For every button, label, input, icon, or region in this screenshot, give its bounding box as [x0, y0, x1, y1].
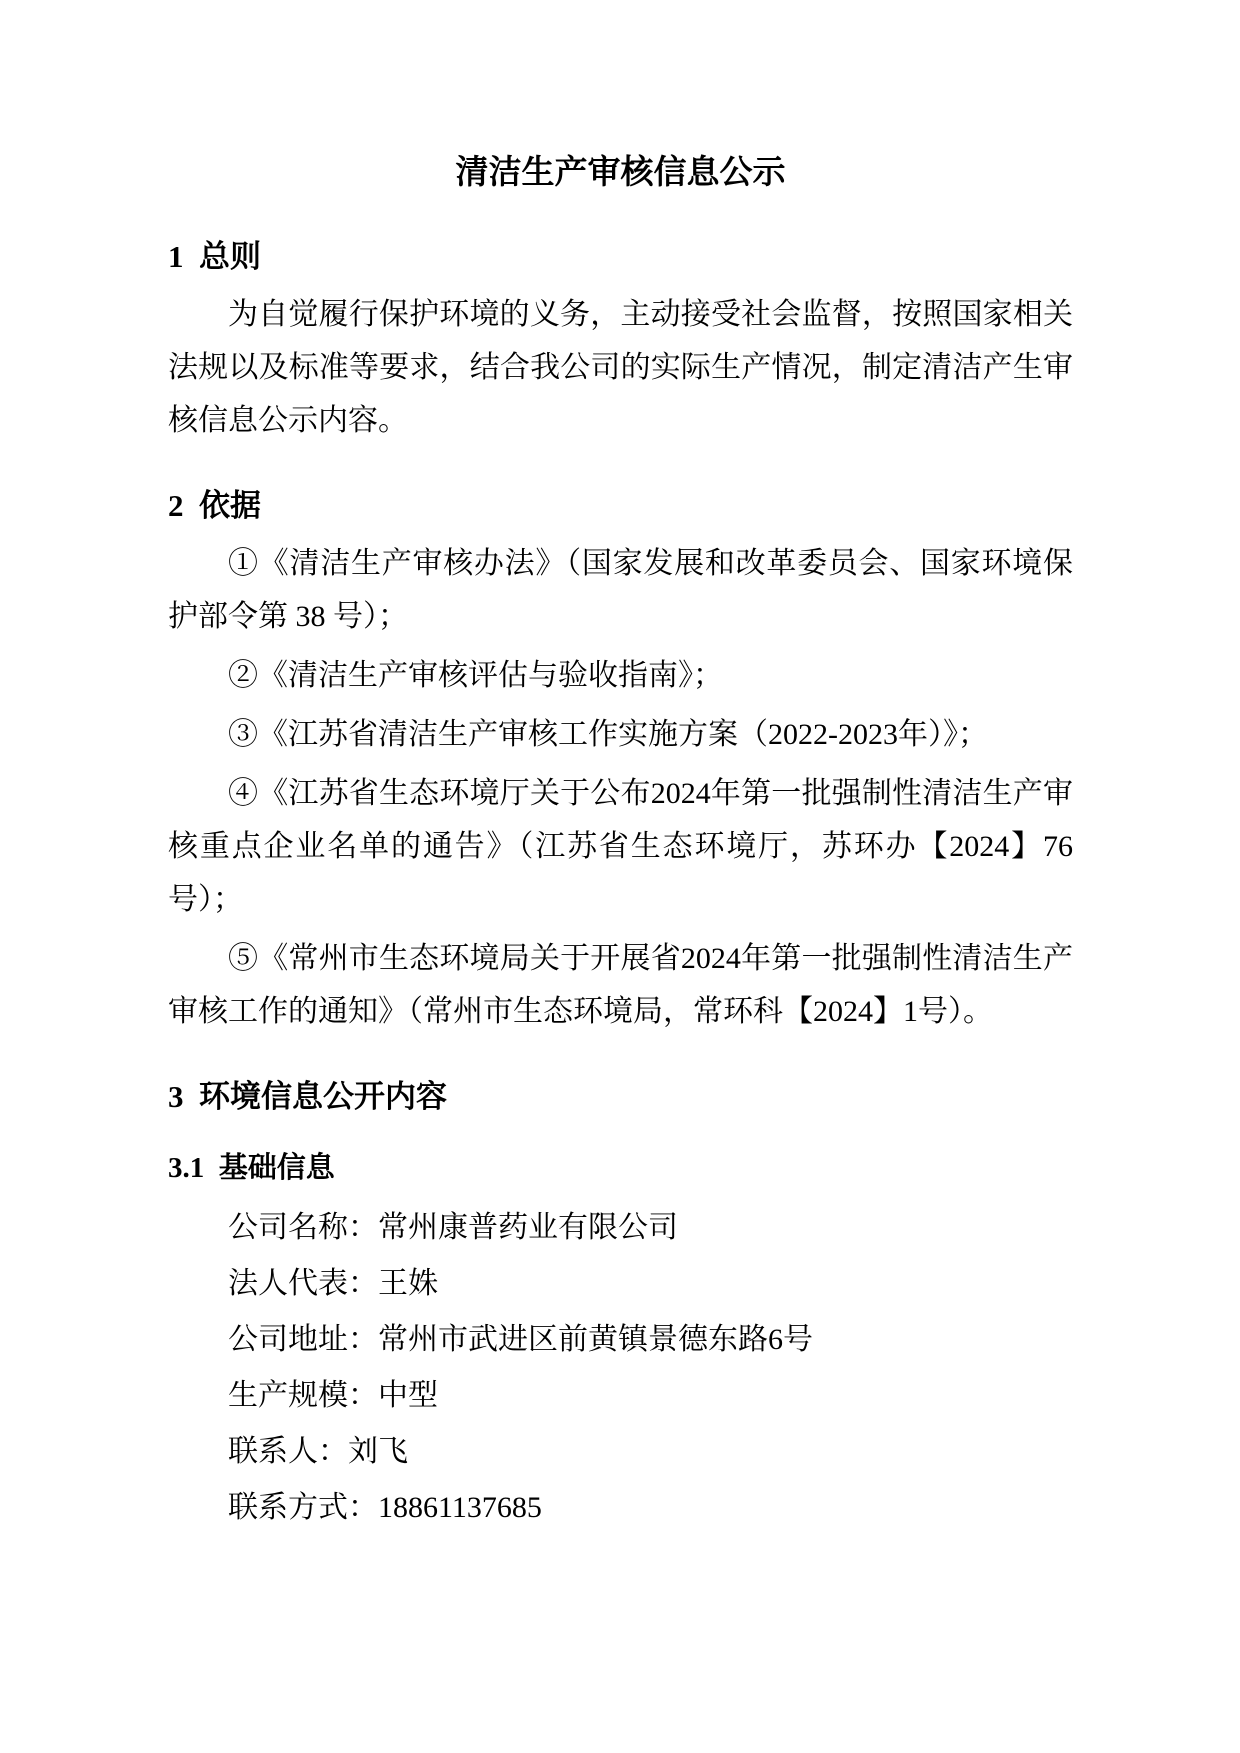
section-2-heading: 2 依据	[168, 488, 261, 523]
subsection-3-1-heading: 3.1 基础信息	[168, 1152, 335, 1184]
basis-item-4: ④《江苏省生态环境厅关于公布2024年第一批强制性清洁生产审核重点企业名单的通告》（江苏省生态环境厅，苏环办【2024】76号）；	[168, 777, 1073, 916]
section-1-paragraph: 为自觉履行保护环境的义务，主动接受社会监督，按照国家相关法规以及标准等要求，结合我公司的实际生产情况，制定清洁产生审核信息公示内容。	[168, 298, 1073, 437]
info-contact-person: 联系人：刘飞	[228, 1435, 408, 1468]
basis-item-1: ①《清洁生产审核办法》（国家发展和改革委员会、国家环境保护部令第 38 号）；	[168, 547, 1073, 633]
info-legal-representative: 法人代表：王姝	[228, 1267, 438, 1300]
section-1-heading: 1 总则	[168, 239, 261, 274]
section-3-heading: 3 环境信息公开内容	[168, 1079, 447, 1114]
info-contact-phone: 联系方式：18861137685	[228, 1491, 542, 1524]
document-title: 清洁生产审核信息公示	[455, 155, 786, 191]
info-production-scale: 生产规模：中型	[228, 1379, 438, 1412]
basis-item-3: ③《江苏省清洁生产审核工作实施方案（2022-2023年）》；	[228, 718, 988, 751]
section-basis	[168, 481, 1073, 1038]
info-company-name: 公司名称：常州康普药业有限公司	[228, 1211, 678, 1244]
section-environmental-disclosure	[168, 1072, 1073, 1536]
basis-item-5: ⑤《常州市生态环境局关于开展省2024年第一批强制性清洁生产审核工作的通知》（常州市生态环境局，常环科【2024】1号）。	[168, 942, 1073, 1028]
info-company-address: 公司地址：常州市武进区前黄镇景德东路6号	[228, 1323, 813, 1356]
section-general-rules	[168, 232, 1073, 447]
basis-item-2: ②《清洁生产审核评估与验收指南》；	[228, 659, 723, 692]
